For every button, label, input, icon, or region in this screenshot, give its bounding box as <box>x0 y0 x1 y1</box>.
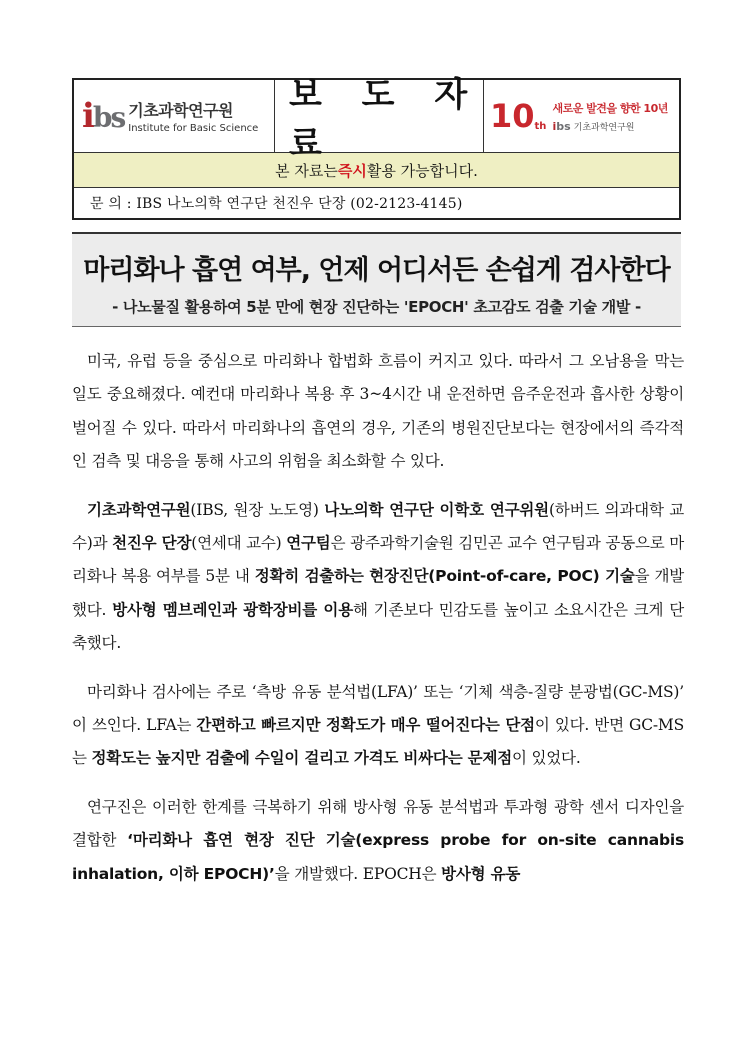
paragraph-3: 마리화나 검사에는 주로 ‘측방 유동 분석법(LFA)’ 또는 ‘기체 색층-질량 분광법(GC-MS)’ 이 쓰인다. LFA는 간편하고 빠르지만 정확도가 매우 떨어진다는 단점이 있다. 반면 GC-MS는 정확도는 높지만 검출에 수일이 걸리고 가격도 비싸다는 문제점이 있었다. <box>72 682 684 768</box>
release-immediate-highlight: 즉시 <box>337 161 367 180</box>
header-top-row <box>74 75 679 164</box>
anniversary-slogan: 새로운 발견을 향한 10년 <box>552 101 668 115</box>
ibs-mini-logo-icon: ibs <box>552 119 571 133</box>
logo-org-korean: 기초과학연구원 <box>128 101 233 120</box>
ibs-logo <box>74 80 275 152</box>
press-release-title-cell <box>275 75 484 164</box>
anniversary-org: ibs 기초과학연구원 <box>552 119 635 133</box>
paragraph-2: 기초과학연구원(IBS, 원장 노도영) 나노의학 연구단 이학호 연구위원(하버드 의과대학 교수)과 천진우 단장(연세대 교수) 연구팀은 광주과학기술원 김민곤 교수 연구팀과 공동으로 마리화나 복용 여부를 5분 내 정확히 검출하는 현장진단(Point-of-care, POC) 기술을 개발했다. 방사형 멤브레인과 광학장비를 이용해 기존보다 민감도를 높이고 소요시간은 크게 단축했다. <box>72 500 685 653</box>
headline-subtitle: - 나노물질 활용하여 5분 만에 현장 진단하는 'EPOCH' 초고감도 검출 기술 개발 - <box>112 298 641 316</box>
anniversary-logo <box>484 80 679 152</box>
headline-box <box>72 232 681 327</box>
release-notice: 본 자료는 즉시 활용 가능합니다. <box>74 153 679 188</box>
press-header-table <box>72 75 681 220</box>
article-body <box>72 345 684 906</box>
paragraph-4: 연구진은 이러한 한계를 극복하기 위해 방사형 유동 분석법과 투과형 광학 센서 디자인을 결합한 ‘마리화나 흡연 현장 진단 기술(express probe for on-site cannabis inhalation, 이하 EPOCH)’을 개발했다. EPOCH은 방사형 유동 <box>72 797 684 883</box>
ibs-logo-mark: ibs <box>82 96 125 136</box>
headline-title: 마리화나 흡연 여부, 언제 어디서든 손쉽게 검사한다 <box>83 255 670 286</box>
anniversary-number: 10th <box>490 97 547 135</box>
press-release-title: 보 도 자 료 <box>289 75 482 164</box>
logo-org-english: Institute for Basic Science <box>128 123 259 134</box>
paragraph-1: 미국, 유럽 등을 중심으로 마리화나 합법화 흐름이 커지고 있다. 따라서 그 오남용을 막는 일도 중요해졌다. 예컨대 마리화나 복용 후 3~4시간 내 운전하면 음주운전과 흡사한 상황이 벌어질 수 있다. 따라서 마리화나의 흡연의 경우, 기존의 병원진단보다는 현장에서의 즉각적인 검측 및 대응을 통해 사고의 위험을 최소화할 수 있다. <box>72 352 684 471</box>
inquiry-contact: 문 의 : IBS 나노의학 연구단 천진우 단장 (02-2123-4145) <box>90 196 463 212</box>
